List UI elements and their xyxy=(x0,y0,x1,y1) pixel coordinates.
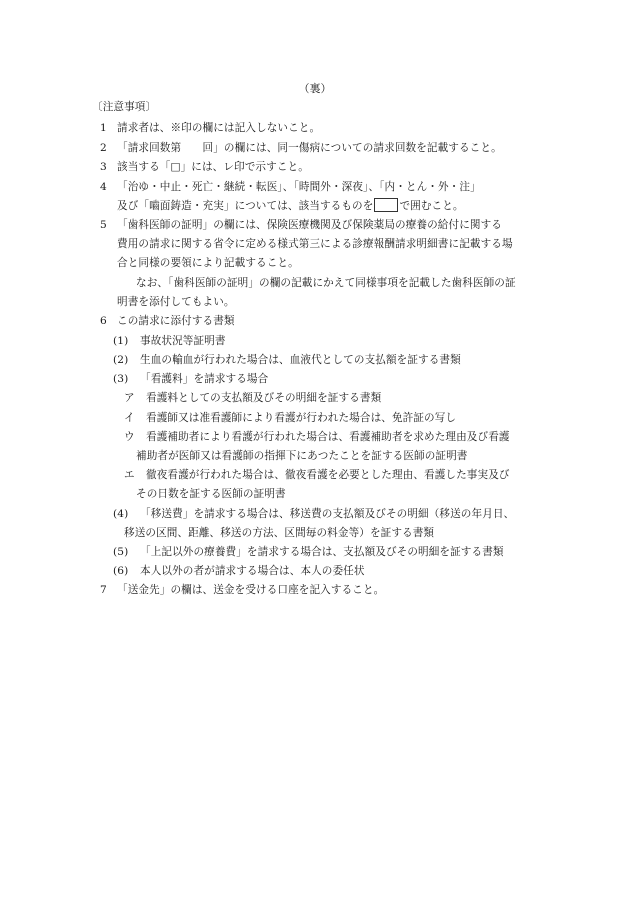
note-6-3-u-line-1: 看護補助者により看護が行われた場合は、看護補助者を求めた理由及び看護 xyxy=(146,431,510,443)
page-heading: （裏） xyxy=(298,82,332,95)
note-6-3-text: 「看護料」を請求する場合 xyxy=(140,373,269,385)
note-6-3-e-number: エ xyxy=(124,469,135,481)
note-2-text: 「請求回数第 回」の欄には、同一傷病についての請求回数を記載すること。 xyxy=(117,142,502,154)
note-6-4-line-1: 「移送費」を請求する場合は、移送費の支払額及びその明細（移送の年月日、 xyxy=(140,508,515,520)
note-6-3-u-line-2: 補助者が医師又は看護師の指揮下にあつたことを証する医師の証明書 xyxy=(136,450,468,462)
note-6-5-text: 「上記以外の療養費」を請求する場合は、支払額及びその明細を証する書類 xyxy=(140,546,504,558)
note-3-number: 3 xyxy=(100,161,107,173)
note-4-line-2-pre: 及び「嚙面鋳造・充実」については、該当するものを xyxy=(117,200,374,212)
note-7-text: 「送金先」の欄は、送金を受ける口座を記入すること。 xyxy=(117,584,385,596)
note-6-1-text: 事故状況等証明書 xyxy=(140,335,226,347)
note-6-1-number: (1) xyxy=(113,335,129,347)
enclose-box xyxy=(374,198,398,212)
note-1-number: 1 xyxy=(100,122,107,134)
note-6-4-line-2: 移送の区間、距離、移送の方法、区間毎の料金等）を証する書類 xyxy=(124,527,435,539)
note-6-number: 6 xyxy=(100,315,107,327)
note-6-4-number: (4) xyxy=(113,508,129,520)
note-5-line-5: 明書を添付してもよい。 xyxy=(117,296,235,308)
note-4-line-1: 「治ゆ・中止・死亡・継続・転医」、「時間外・深夜」、「内・とん・外・注」 xyxy=(117,181,481,193)
note-5-line-1: 「歯科医師の証明」の欄には、保険医療機関及び保険薬局の療養の給付に関する xyxy=(117,219,502,231)
note-6-3-i-text: 看護師又は准看護師により看護が行われた場合は、免許証の写し xyxy=(146,412,457,424)
note-6-6-text: 本人以外の者が請求する場合は、本人の委任状 xyxy=(140,565,365,577)
note-6-text: この請求に添付する書類 xyxy=(117,315,235,327)
note-5-line-3: 合と同様の要領により記載すること。 xyxy=(117,257,299,269)
note-1-text: 請求者は、※印の欄には記入しないこと。 xyxy=(117,122,321,134)
note-5-line-2: 費用の請求に関する省令に定める様式第三による診療報酬請求明細書に記載する場 xyxy=(117,238,513,250)
note-4-line-2 xyxy=(117,199,464,213)
section-title: 〔注意事項〕 xyxy=(92,101,157,113)
note-2-number: 2 xyxy=(100,142,107,154)
note-6-3-e-line-2: その日数を証する医師の証明書 xyxy=(136,488,286,500)
note-4-line-2-post: で囲むこと。 xyxy=(399,200,464,212)
note-5-line-4: なお、「歯科医師の証明」の欄の記載にかえて同様事項を記載した歯科医師の証 xyxy=(136,277,516,289)
note-6-3-number: (3) xyxy=(113,373,129,385)
note-3-text: 該当する「□」には、レ印で示すこと。 xyxy=(117,161,309,173)
note-6-3-i-number: イ xyxy=(124,412,135,424)
note-6-3-a-text: 看護料としての支払額及びその明細を証する書類 xyxy=(146,392,382,404)
note-6-3-a-number: ア xyxy=(124,392,135,404)
note-6-6-number: (6) xyxy=(113,565,129,577)
note-6-2-text: 生血の輸血が行われた場合は、血液代としての支払額を証する書類 xyxy=(140,354,461,366)
note-4-number: 4 xyxy=(100,181,107,193)
note-6-3-u-number: ウ xyxy=(124,431,135,443)
note-7-number: 7 xyxy=(100,584,107,596)
note-6-2-number: (2) xyxy=(113,354,129,366)
note-6-3-e-line-1: 徹夜看護が行われた場合は、徹夜看護を必要とした理由、看護した事実及び xyxy=(146,469,510,481)
note-5-number: 5 xyxy=(100,219,107,231)
note-6-5-number: (5) xyxy=(113,546,129,558)
